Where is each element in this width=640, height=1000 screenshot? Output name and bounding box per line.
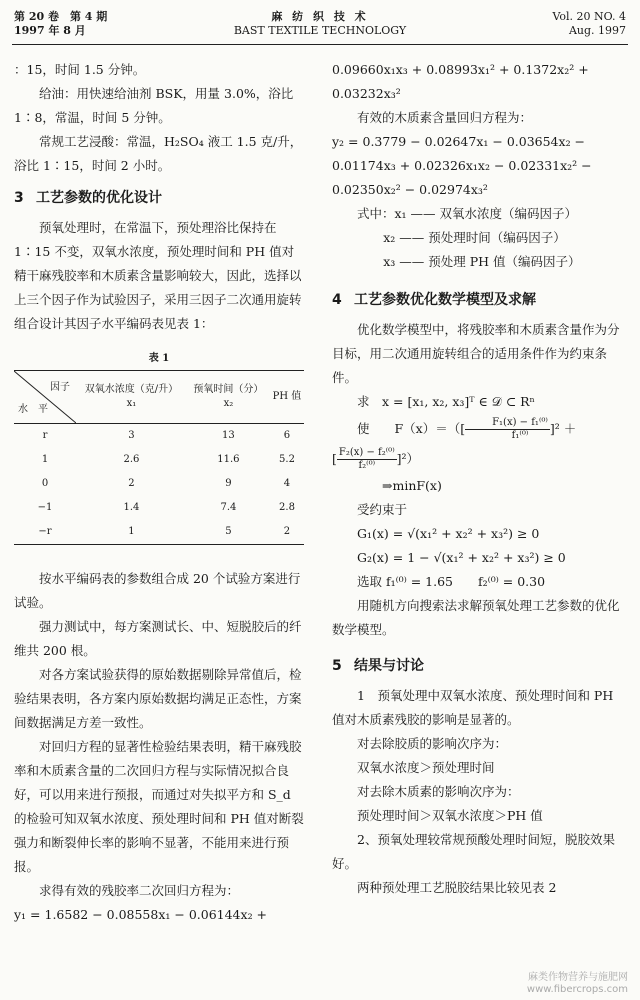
journal-title-cn: 麻 纺 织 技 术 [271,10,369,23]
table-cell: 11.6 [217,454,240,465]
table-cell: −1 [37,502,53,513]
fraction-1 [465,417,550,442]
table-cell: 5 [187,520,270,545]
table-cell: −r [14,520,76,545]
header-month: Aug. 1997 [568,24,626,37]
paragraph: 两种预处理工艺脱胶结果比较见表 2 [357,880,557,895]
header-date: 1997 年 8 月 [14,24,86,37]
model-objective-var: 求 x = [x₁, x₂, x₃]ᵀ ∈ 𝒟 ⊂ Rⁿ [357,394,535,409]
section-heading-5 [332,654,628,678]
variable-definition: x₃ —— 预处理 PH 值（编码因子） [383,254,581,269]
paragraph: 预处理时间＞双氧水浓度＞PH 值 [357,808,543,823]
header-rule [12,44,628,45]
table-row [14,496,304,520]
fraction-2-numerator: F₂(x) − f₂⁽⁰⁾ [338,447,395,458]
section-number: 3 [14,190,24,206]
header-h1-sub: x₁ [126,398,137,409]
paragraph: 对去除木质素的影响次序为： [357,784,520,799]
corner-factor-label: 因子 [50,382,70,393]
paragraph: ：15，时间 1.5 分钟。 [14,62,146,77]
constraint-heading: 受约束于 [357,502,408,517]
header-volume-issue: 第 20 卷 第 4 期 [14,10,108,23]
paragraph: 按水平编码表的参数组合成 20 个试验方案进行试验。 [14,571,301,610]
table-header-cell [187,371,270,424]
objective-mid: ]² ＋ [549,421,577,436]
paragraph: 对去除胶质的影响次序为： [357,736,508,751]
paragraph: 对回归方程的显著性检验结果表明，精干麻残胶率和木质素含量的二次回归方程与实际情况拟合良好，可以用来进行预报，而通过对失拟平方和 S_d 的检验可知双氧水浓度、预处理时间和 PH 值对断裂强力和断裂伸长率的影响不显著，不能用来进行预报。 [14,739,304,874]
table-cell: 9 [225,478,232,489]
table-cell: 2 [270,520,304,545]
header-journal [14,10,626,38]
fraction-2 [337,447,397,472]
paragraph: 求得有效的残胶率二次回归方程为： [39,883,240,898]
model-objective-function [332,414,628,444]
paragraph: 双氧水浓度＞预处理时间 [357,760,495,775]
equation-y2: y₂ = 0.3779 − 0.02647x₁ − 0.03654x₂ − 0.01174x₃ + 0.02326x₁x₂ − 0.02331x₂² − 0.02350x₂² − 0.02974x₃² [332,134,592,197]
table-header-cell: PH 值 [270,371,304,424]
table-cell: 1.4 [123,502,140,513]
section-title: 工艺参数的优化设计 [36,190,162,206]
section-heading-4 [332,288,628,312]
paragraph: 2、预氧处理较常规预酸处理时间短，脱胶效果好。 [332,832,615,871]
target-values: 选取 f₁⁽⁰⁾ = 1.65 f₂⁽⁰⁾ = 0.30 [357,574,546,589]
paragraph: 常规工艺浸酸：常温，H₂SO₄ 液工 1.5 克/升，浴比 1∶15，时间 2 小时。 [14,134,303,173]
section-title: 结果与讨论 [354,658,424,674]
variable-definition: x₂ —— 预处理时间（编码因子） [383,230,566,245]
table-cell: 3 [128,430,135,441]
table-cell: 1 [76,520,187,545]
table-row [14,472,304,496]
variable-definition: 式中：x₁ —— 双氧水浓度（编码因子） [357,206,578,221]
watermark-line-2: www.fibercrops.com [526,984,628,995]
table-caption: 表 1 [148,353,170,364]
header-h2: 预氧时间（分） [193,384,264,395]
equation-y1-continued: 0.09660x₁x₃ + 0.08993x₁² + 0.1372x₂² + 0.03232x₃² [332,62,589,101]
paragraph: 给油：用快速给油剂 BSK，用量 3.0%，浴比 1∶8，常温，时间 5 分钟。 [14,86,294,125]
table-cell: 2.6 [123,454,140,465]
paragraph: 有效的木质素含量回归方程为： [357,110,533,125]
paragraph: 1 预氧处理中双氧水浓度、预处理时间和 PH 值对木质素残胶的影响是显著的。 [332,688,614,727]
section-heading-3 [14,186,304,210]
table-cell: 13 [222,430,235,441]
fraction-2-denominator: f₂⁽⁰⁾ [358,460,376,471]
factor-level-table [14,370,304,545]
fraction-1-numerator: F₁(x) − f₁⁽⁰⁾ [465,417,550,430]
left-column [14,58,304,927]
objective-suffix: ]²） [396,451,420,466]
header-h1: 双氧水浓度（克/升） [84,384,179,395]
table-cell: r [42,430,48,441]
journal-header [14,6,626,42]
objective-prefix: 使 F（x）＝（[ [357,421,466,436]
journal-title-en: BAST TEXTILE TECHNOLOGY [233,24,407,37]
paragraph: 优化数学模型中，将残胶率和木质素含量作为分目标，用二次通用旋转组合的适用条件作为约束条件。 [332,322,620,385]
paragraph: 用随机方向搜索法求解预氧处理工艺参数的优化数学模型。 [332,598,620,637]
paragraph: 对各方案试验获得的原始数据剔除异常值后，检验结果表明，各方案内原始数据均满足正态性，方案间数据满足方差一致性。 [14,667,302,730]
table-cell: 6 [283,430,291,441]
section-title: 工艺参数优化数学模型及求解 [354,292,536,308]
site-watermark [527,972,628,996]
constraint-g2: G₂(x) = 1 − √(x₁² + x₂² + x₃²) ≥ 0 [357,550,566,565]
paragraph: 强力测试中，每方案测试长、中、短脱胶后的纤维共 200 根。 [14,619,302,658]
paragraph: 预氧处理时，在常温下，预处理浴比保持在 1∶15 不变，双氧水浓度，预处理时间和 PH 值对精干麻残胶率和木质素含量影响较大，因此，选择以上三个因子作为试验因子，采用三因子二次通用旋转组合设计其因子水平编码表见表 1： [14,220,302,331]
table-cell: 4 [283,478,291,489]
watermark-line-1: 麻类作物营养与施肥网 [528,972,628,983]
fraction-1-denominator: f₁⁽⁰⁾ [511,430,529,441]
table-cell: 7.4 [220,502,237,513]
table-cell: 0 [41,478,49,489]
header-h2-sub: x₂ [223,398,234,409]
table-cell: 2.8 [279,502,295,513]
constraint-g1: G₁(x) = √(x₁² + x₂² + x₃²) ≥ 0 [357,526,540,541]
table-corner-cell [14,371,76,424]
corner-level-label: 水 平 [18,404,48,415]
table-cell: 2 [128,478,135,489]
table-row [14,424,304,449]
minimize-statement: ⇒minF(x) [382,478,442,493]
table-header-row [14,371,304,424]
table-cell: 5.2 [279,454,295,465]
section-number: 4 [332,292,342,308]
table-row [14,448,304,472]
header-vol [552,10,626,38]
header-vol-no: Vol. 20 NO. 4 [552,10,626,23]
table-row [14,520,304,545]
table-cell: 1 [41,454,49,465]
equation-y1: y₁ = 1.6582 − 0.08558x₁ − 0.06144x₂ + [14,907,268,922]
section-number: 5 [332,658,342,674]
right-column [332,58,628,900]
table-header-cell [76,371,187,424]
model-objective-function-cont: [ $\frac{\text{F₂(x) − f₂⁽⁰⁾}}{\text{f₂⁽⁰⁾}}$ ]²） [332,447,420,471]
